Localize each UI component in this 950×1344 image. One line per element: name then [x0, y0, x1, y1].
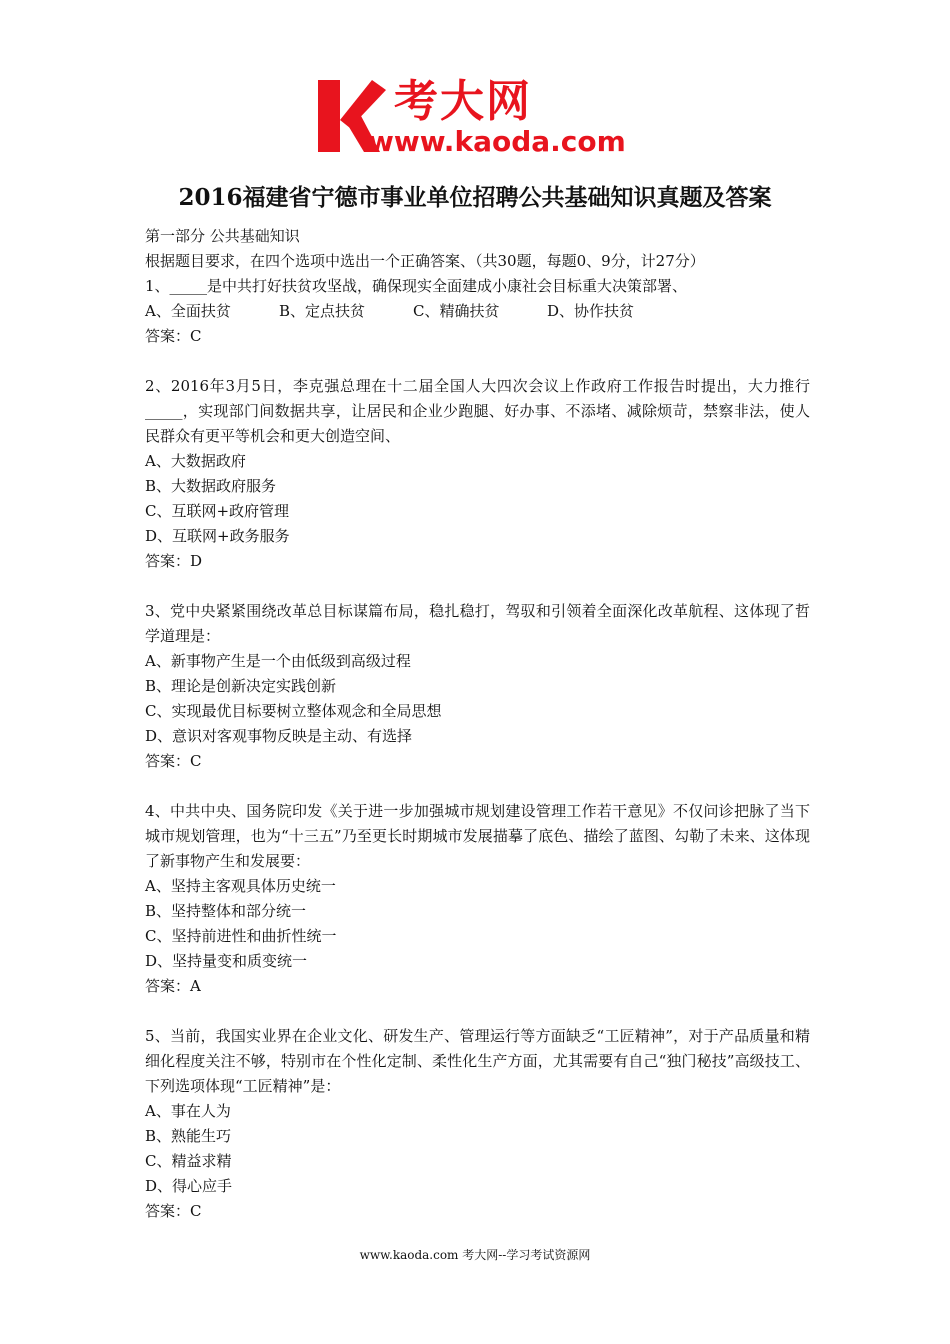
section-heading: 第一部分 公共基础知识	[145, 227, 300, 245]
question-4-stem: 4、中共中央、国务院印发《关于进一步加强城市规划建设管理工作若干意见》不仅问诊把脉了当下城市规划管理，也为“十三五”乃至更长时期城市发展描摹了底色、描绘了蓝图、勾勒了未来、这体现了新事物产生和发展要：	[145, 802, 810, 870]
option: A、全面扶贫	[145, 302, 231, 320]
question-4-answer: 答案：A	[145, 977, 201, 995]
option: B、大数据政府服务	[145, 477, 277, 495]
option: C、坚持前进性和曲折性统一	[145, 927, 337, 945]
question-1-answer: 答案：C	[145, 327, 202, 345]
kaoda-logo	[316, 76, 646, 160]
option: A、新事物产生是一个由低级到高级过程	[145, 652, 411, 670]
option: D、协作扶贫	[547, 302, 635, 320]
question-5-stem: 5、当前，我国实业界在企业文化、研发生产、管理运行等方面缺乏“工匠精神”，对于产品质量和精细化程度关注不够，特别市在个性化定制、柔性化生产方面，尤其需要有自己“独门秘技”高级技工、下列选项体现“工匠精神”是：	[145, 1027, 810, 1095]
question-2-stem: 2、2016年3月5日，李克强总理在十二届全国人大四次会议上作政府工作报告时提出，大力推行_____，实现部门间数据共享，让居民和企业少跑腿、好办事、不添堵、减除烦苛，禁察非法，使人民群众有更平等机会和更大创造空间、	[145, 377, 810, 445]
option: A、大数据政府	[145, 452, 246, 470]
option: D、坚持量变和质变统一	[145, 952, 308, 970]
question-3-stem: 3、党中央紧紧围绕改革总目标谋篇布局，稳扎稳打，驾驭和引领着全面深化改革航程、这体现了哲学道理是：	[145, 602, 810, 645]
option: C、精益求精	[145, 1152, 232, 1170]
option: D、得心应手	[145, 1177, 233, 1195]
logo-url-text: www.kaoda.com	[368, 125, 626, 158]
question-3-answer: 答案：C	[145, 752, 202, 770]
option: C、精确扶贫	[413, 302, 500, 320]
option: B、理论是创新决定实践创新	[145, 677, 337, 695]
option: A、坚持主客观具体历史统一	[145, 877, 336, 895]
option: A、事在人为	[145, 1102, 231, 1120]
question-5-answer: 答案：C	[145, 1202, 202, 1220]
option: D、意识对客观事物反映是主动、有选择	[145, 727, 413, 745]
document-body	[145, 224, 810, 1224]
option: B、熟能生巧	[145, 1127, 232, 1145]
option: C、实现最优目标要树立整体观念和全局思想	[145, 702, 442, 720]
question-1-stem: 1、_____是中共打好扶贫攻坚战，确保现实全面建成小康社会目标重大决策部署、	[145, 277, 688, 295]
option: C、互联网+政府管理	[145, 502, 290, 520]
option: D、互联网+政务服务	[145, 527, 290, 545]
page-footer: www.kaoda.com 考大网--学习考试资源网	[359, 1248, 591, 1262]
logo-brand-text: 考大网	[394, 76, 532, 127]
option: B、坚持整体和部分统一	[145, 902, 307, 920]
instruction-text: 根据题目要求，在四个选项中选出一个正确答案、（共30题，每题0、9分，计27分）	[145, 252, 705, 270]
question-2-answer: 答案：D	[145, 552, 203, 570]
option: B、定点扶贫	[279, 302, 366, 320]
page-title: 2016福建省宁德市事业单位招聘公共基础知识真题及答案	[178, 184, 772, 211]
question-1-options	[145, 299, 810, 324]
